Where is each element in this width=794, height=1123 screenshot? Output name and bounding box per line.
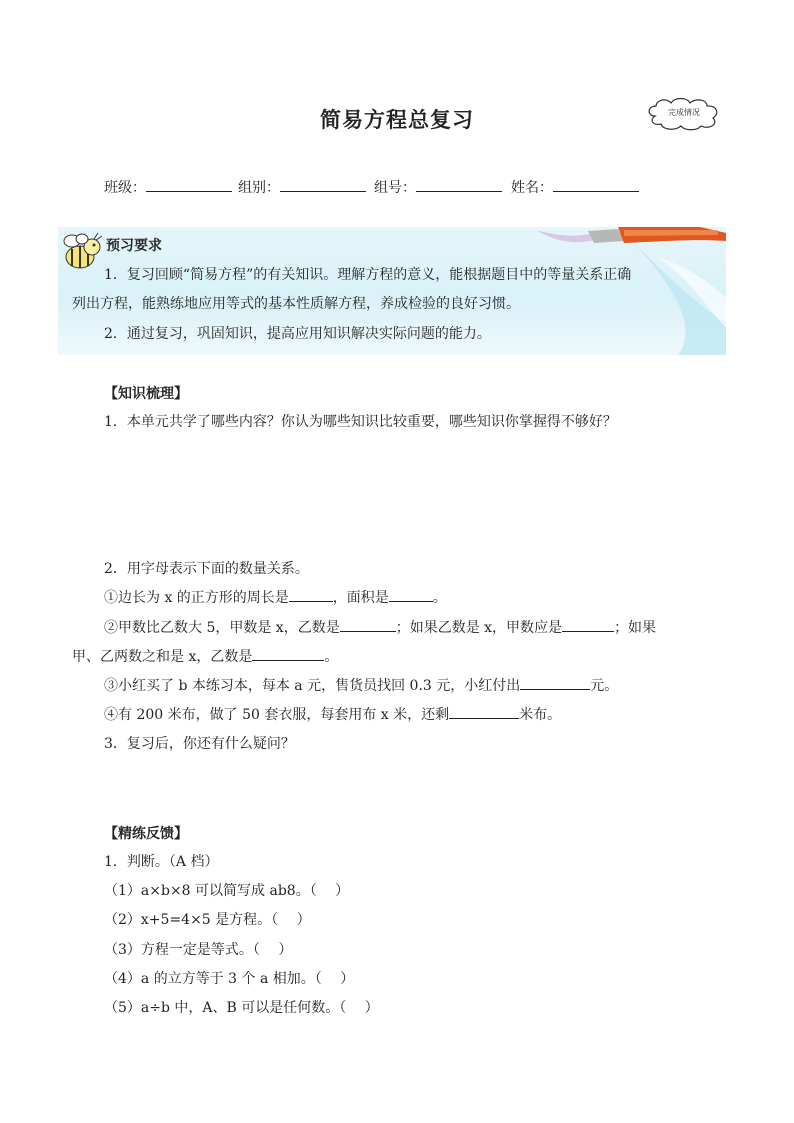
- preview-item-1-line-1: 1．复习回顾“简易方程”的有关知识。理解方程的意义，能根据题目中的等量关系正确: [104, 267, 632, 283]
- relation-item-4-text: ④有 200 米布，做了 50 套衣服，每套用布 x 米，还剩: [104, 707, 450, 723]
- preview-item-1-line-2: 列出方程，能熟练地应用等式的基本性质解方程，养成检验的良好习惯。: [72, 296, 520, 312]
- status-stamp: 完成情况: [668, 108, 700, 117]
- name-field[interactable]: [511, 177, 639, 197]
- relation-item-3-text: 元。: [590, 678, 619, 694]
- practice-heading: 【精练反馈】: [104, 826, 188, 842]
- name-blank[interactable]: [553, 179, 639, 192]
- judgement-item-3: （3）方程一定是等式。（ ）: [104, 942, 293, 958]
- answer-blank[interactable]: [520, 676, 590, 690]
- answer-blank[interactable]: [562, 618, 614, 632]
- class-label: 班级：: [104, 180, 146, 196]
- judgement-item-2: （2）x+5=4×5 是方程。（ ）: [104, 912, 311, 928]
- group-number-field[interactable]: [374, 177, 502, 197]
- group-blank[interactable]: [280, 179, 366, 192]
- relation-item-3: [104, 676, 618, 696]
- preview-item-2: 2．通过复习，巩固知识，提高应用知识解决实际问题的能力。: [104, 326, 491, 342]
- relation-item-4: [104, 705, 561, 725]
- preview-heading: 预习要求: [106, 238, 162, 254]
- relation-item-2-text: ②甲数比乙数大 5，甲数是 x，乙数是: [104, 620, 340, 636]
- answer-blank[interactable]: [449, 705, 519, 719]
- relation-item-2-text: 。: [324, 649, 339, 665]
- group-label: 组别：: [238, 180, 280, 196]
- answer-blank[interactable]: [252, 647, 324, 661]
- class-blank[interactable]: [146, 179, 232, 192]
- knowledge-question-3: 3．复习后，你还有什么疑问？: [104, 736, 295, 752]
- relation-item-2-text: 甲、乙两数之和是 x，乙数是: [72, 649, 253, 665]
- knowledge-heading: 【知识梳理】: [104, 386, 188, 402]
- bee-icon: [58, 231, 104, 275]
- relation-item-2-line-2: [72, 647, 338, 667]
- answer-blank[interactable]: [289, 588, 333, 602]
- relation-item-2-text: ；如果乙数是 x，甲数应是: [395, 620, 563, 636]
- judgement-item-1: （1）a×b×8 可以简写成 ab8。（ ）: [104, 883, 350, 899]
- name-label: 姓名：: [511, 180, 553, 196]
- relation-item-1-text: 。: [432, 590, 447, 606]
- relation-item-1: [104, 588, 447, 608]
- page-title: 简易方程总复习: [320, 107, 474, 132]
- judgement-item-4: （4）a 的立方等于 3 个 a 相加。（ ）: [104, 971, 355, 987]
- class-field[interactable]: [104, 177, 232, 197]
- relation-item-2-text: ；如果: [614, 620, 657, 636]
- answer-blank[interactable]: [389, 588, 433, 602]
- group-number-label: 组号：: [374, 180, 416, 196]
- knowledge-question-2: 2．用字母表示下面的数量关系。: [104, 561, 309, 577]
- group-number-blank[interactable]: [416, 179, 502, 192]
- relation-item-3-text: ③小红买了 b 本练习本，每本 a 元，售货员找回 0.3 元，小红付出: [104, 678, 521, 694]
- relation-item-2: [104, 618, 656, 638]
- answer-blank[interactable]: [340, 618, 396, 632]
- knowledge-question-1: 1．本单元共学了哪些内容？你认为哪些知识比较重要，哪些知识你掌握得不够好？: [104, 414, 617, 430]
- completion-status-cloud: [645, 96, 723, 132]
- relation-item-1-text: ①边长为 x 的正方形的周长是: [104, 590, 289, 606]
- preview-banner: [58, 227, 726, 355]
- practice-question-1: 1．判断。（A 档）: [104, 854, 219, 870]
- relation-item-1-text: ，面积是: [332, 590, 389, 606]
- group-field[interactable]: [238, 177, 366, 197]
- judgement-item-5: （5）a÷b 中，A、B 可以是任何数。（ ）: [104, 1000, 379, 1016]
- relation-item-4-text: 米布。: [519, 707, 562, 723]
